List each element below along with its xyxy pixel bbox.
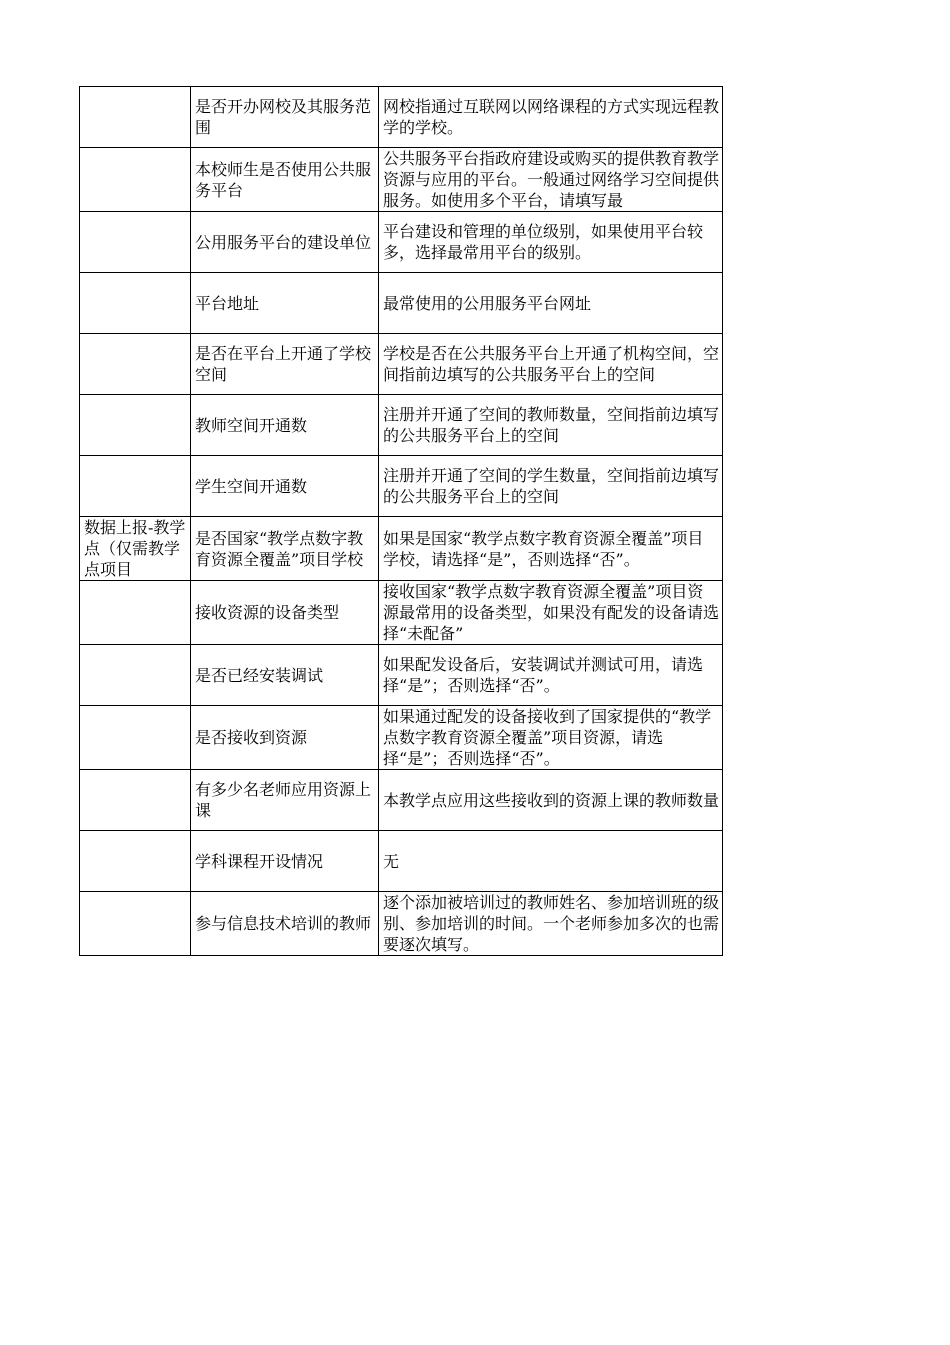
table-row — [80, 770, 723, 831]
spreadsheet-table — [79, 86, 723, 956]
field-name-cell[interactable] — [191, 456, 379, 517]
field-name-cell[interactable] — [191, 517, 379, 581]
field-name-cell-text: 平台地址 — [195, 293, 260, 313]
field-name-cell[interactable] — [191, 212, 379, 273]
section-cell[interactable] — [80, 456, 191, 517]
description-cell[interactable] — [379, 645, 723, 706]
description-cell-text: 接收国家“教学点数字教育资源全覆盖”项目资源最常用的设备类型，如果没有配发的设备请选择“未配备” — [383, 582, 719, 643]
section-cell[interactable] — [80, 645, 191, 706]
field-name-cell[interactable] — [191, 770, 379, 831]
section-cell[interactable] — [80, 395, 191, 456]
field-name-cell-text: 是否国家“教学点数字教育资源全覆盖”项目学校 — [195, 528, 364, 569]
field-name-cell[interactable] — [191, 892, 379, 956]
table-row — [80, 706, 723, 770]
description-cell[interactable] — [379, 395, 723, 456]
table-row — [80, 517, 723, 581]
section-cell[interactable] — [80, 517, 191, 581]
field-name-cell[interactable] — [191, 645, 379, 706]
description-cell-text: 如果通过配发的设备接收到了国家提供的“教学点数字教育资源全覆盖”项目资源，请选择“是”；否则选择“否”。 — [383, 707, 712, 768]
description-cell-text: 注册并开通了空间的教师数量，空间指前边填写的公共服务平台上的空间 — [383, 405, 719, 445]
section-cell-text: 数据上报-教学点（仅需教学点项目 — [84, 518, 186, 579]
table-row — [80, 892, 723, 956]
table-row — [80, 212, 723, 273]
description-cell-text: 无 — [383, 851, 400, 871]
description-cell-text: 平台建设和管理的单位级别，如果使用平台较多，选择最常用平台的级别。 — [383, 222, 704, 262]
field-name-cell[interactable] — [191, 581, 379, 645]
section-cell[interactable] — [80, 581, 191, 645]
section-cell[interactable] — [80, 831, 191, 892]
description-cell-text: 公共服务平台指政府建设或购买的提供教育教学资源与应用的平台。一般通过网络学习空间提供服务。如使用多个平台，请填写最 — [383, 149, 719, 210]
description-cell-text: 本教学点应用这些接收到的资源上课的教师数量 — [383, 790, 719, 810]
field-name-cell-text: 是否接收到资源 — [195, 728, 308, 747]
table-row — [80, 273, 723, 334]
section-cell[interactable] — [80, 706, 191, 770]
field-name-cell-text: 本校师生是否使用公共服务平台 — [195, 159, 372, 200]
field-name-cell-text: 参与信息技术培训的教师 — [195, 914, 372, 933]
field-name-cell[interactable] — [191, 148, 379, 212]
description-cell-text: 逐个添加被培训过的教师姓名、参加培训班的级别、参加培训的时间。一个老师参加多次的也需要逐次填写。 — [383, 893, 719, 954]
table-row — [80, 87, 723, 148]
description-cell[interactable] — [379, 770, 723, 831]
description-cell[interactable] — [379, 273, 723, 334]
description-cell[interactable] — [379, 892, 723, 956]
description-cell-text: 最常使用的公用服务平台网址 — [383, 293, 592, 313]
description-cell-text: 注册并开通了空间的学生数量，空间指前边填写的公共服务平台上的空间 — [383, 466, 719, 506]
table-row — [80, 581, 723, 645]
section-cell[interactable] — [80, 212, 191, 273]
field-name-cell[interactable] — [191, 831, 379, 892]
field-name-cell-text: 学生空间开通数 — [195, 476, 308, 496]
table-row — [80, 334, 723, 395]
description-cell-text: 如果配发设备后，安装调试并测试可用，请选择“是”；否则选择“否”。 — [383, 655, 704, 695]
section-cell[interactable] — [80, 148, 191, 212]
field-name-cell-text: 教师空间开通数 — [195, 415, 308, 435]
description-cell[interactable] — [379, 334, 723, 395]
table-body — [80, 87, 723, 956]
field-name-cell-text: 是否开办网校及其服务范围 — [195, 97, 372, 137]
description-cell[interactable] — [379, 581, 723, 645]
section-cell[interactable] — [80, 87, 191, 148]
field-name-cell[interactable] — [191, 87, 379, 148]
description-cell-text: 网校指通过互联网以网络课程的方式实现远程教学的学校。 — [383, 97, 719, 137]
section-cell[interactable] — [80, 334, 191, 395]
description-cell[interactable] — [379, 831, 723, 892]
table-row — [80, 645, 723, 706]
field-name-cell[interactable] — [191, 706, 379, 770]
field-name-cell-text: 是否已经安装调试 — [195, 665, 324, 685]
table-row — [80, 395, 723, 456]
field-name-cell-text: 公用服务平台的建设单位 — [195, 232, 372, 252]
table-row — [80, 831, 723, 892]
description-cell[interactable] — [379, 706, 723, 770]
table-row — [80, 456, 723, 517]
field-name-cell[interactable] — [191, 395, 379, 456]
description-cell[interactable] — [379, 87, 723, 148]
field-name-cell-text: 接收资源的设备类型 — [195, 603, 340, 622]
field-name-cell-text: 有多少名老师应用资源上课 — [195, 780, 372, 820]
section-cell[interactable] — [80, 892, 191, 956]
field-name-cell-text: 是否在平台上开通了学校空间 — [195, 344, 372, 384]
field-name-cell[interactable] — [191, 273, 379, 334]
section-cell[interactable] — [80, 273, 191, 334]
description-cell-text: 如果是国家“教学点数字教育资源全覆盖”项目学校，请选择“是”，否则选择“否”。 — [383, 528, 704, 569]
description-cell-text: 学校是否在公共服务平台上开通了机构空间，空间指前边填写的公共服务平台上的空间 — [383, 344, 719, 384]
description-cell[interactable] — [379, 212, 723, 273]
table-row — [80, 148, 723, 212]
description-cell[interactable] — [379, 148, 723, 212]
section-cell[interactable] — [80, 770, 191, 831]
description-cell[interactable] — [379, 517, 723, 581]
field-name-cell-text: 学科课程开设情况 — [195, 851, 324, 871]
description-cell[interactable] — [379, 456, 723, 517]
field-name-cell[interactable] — [191, 334, 379, 395]
